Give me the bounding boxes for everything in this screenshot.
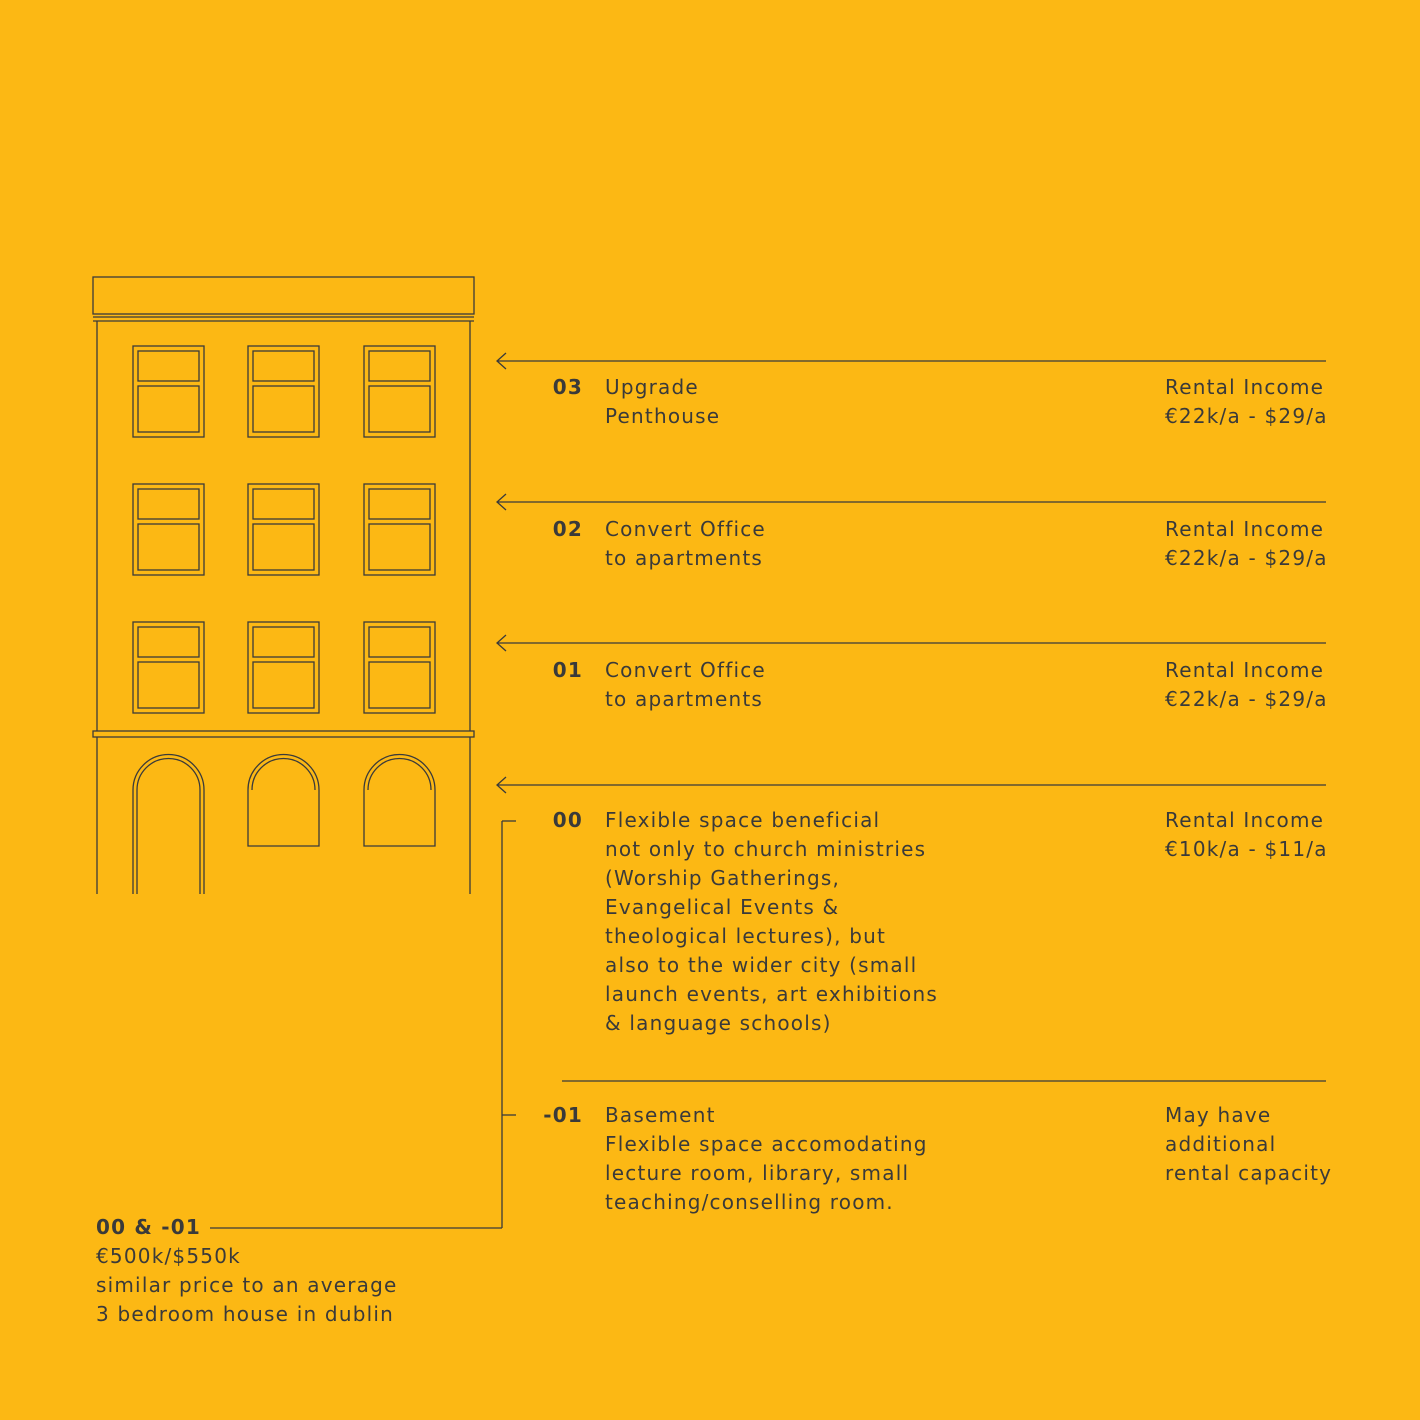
window-upper-sash: [253, 489, 314, 519]
arched-window-inner: [252, 759, 315, 790]
window-frame: [364, 622, 435, 713]
window-upper-sash: [369, 489, 430, 519]
window-upper-sash: [253, 351, 314, 381]
floor-description-01: Convert Office to apartments: [605, 658, 766, 711]
floor-note-03: Rental Income €22k/a - $29/a: [1165, 375, 1328, 428]
window-lower-sash: [138, 386, 199, 432]
window-lower-sash: [253, 662, 314, 708]
roof-cornice: [93, 277, 474, 314]
floor-description-02: Convert Office to apartments: [605, 517, 766, 570]
arched-door-inner: [137, 759, 200, 894]
purchase-comparison: similar price to an average 3 bedroom house in dublin: [96, 1273, 398, 1326]
window-lower-sash: [138, 524, 199, 570]
purchase-price: €500k/$550k: [96, 1244, 241, 1268]
window-frame: [364, 346, 435, 437]
arched-window: [364, 755, 435, 847]
window-upper-sash: [138, 627, 199, 657]
floor-note-01: Rental Income €22k/a - $29/a: [1165, 658, 1328, 711]
window-frame: [133, 484, 204, 575]
windows-group: [133, 346, 435, 713]
floor-description-03: Upgrade Penthouse: [605, 375, 721, 428]
purchase-code: 00 & -01: [96, 1215, 201, 1239]
window-upper-sash: [138, 351, 199, 381]
window-frame: [248, 484, 319, 575]
window-upper-sash: [369, 627, 430, 657]
arched-window: [248, 755, 319, 847]
window-upper-sash: [253, 627, 314, 657]
floor-note-02: Rental Income €22k/a - $29/a: [1165, 517, 1328, 570]
window-frame: [133, 346, 204, 437]
window-frame: [133, 622, 204, 713]
floor-code-01: 01: [552, 658, 583, 682]
window-upper-sash: [138, 489, 199, 519]
window-lower-sash: [138, 662, 199, 708]
window-frame: [248, 346, 319, 437]
window-frame: [364, 484, 435, 575]
window-frame: [248, 622, 319, 713]
window-lower-sash: [369, 386, 430, 432]
floor-code-00: 00: [552, 808, 583, 832]
floor-description-basement: Basement Flexible space accomodating lecture room, library, small teaching/conselling room.: [605, 1103, 928, 1214]
floor-code-03: 03: [552, 375, 583, 399]
window-upper-sash: [369, 351, 430, 381]
ground-floor-band: [93, 731, 474, 737]
arched-window-inner: [368, 759, 431, 790]
floor-description-00: Flexible space beneficial not only to church ministries (Worship Gatherings, Evangelical Events & theological lectures), but also to the wider city (small launch events, art exhibitions & language schools): [605, 808, 938, 1035]
floor-note-basement: May have additional rental capacity: [1165, 1103, 1333, 1185]
building-elevation: [93, 277, 474, 894]
arched-door: [133, 755, 204, 894]
window-lower-sash: [369, 524, 430, 570]
window-lower-sash: [369, 662, 430, 708]
window-lower-sash: [253, 386, 314, 432]
floor-note-00: Rental Income €10k/a - $11/a: [1165, 808, 1328, 861]
floor-code-basement: -01: [543, 1103, 583, 1127]
window-lower-sash: [253, 524, 314, 570]
floor-code-02: 02: [552, 517, 583, 541]
